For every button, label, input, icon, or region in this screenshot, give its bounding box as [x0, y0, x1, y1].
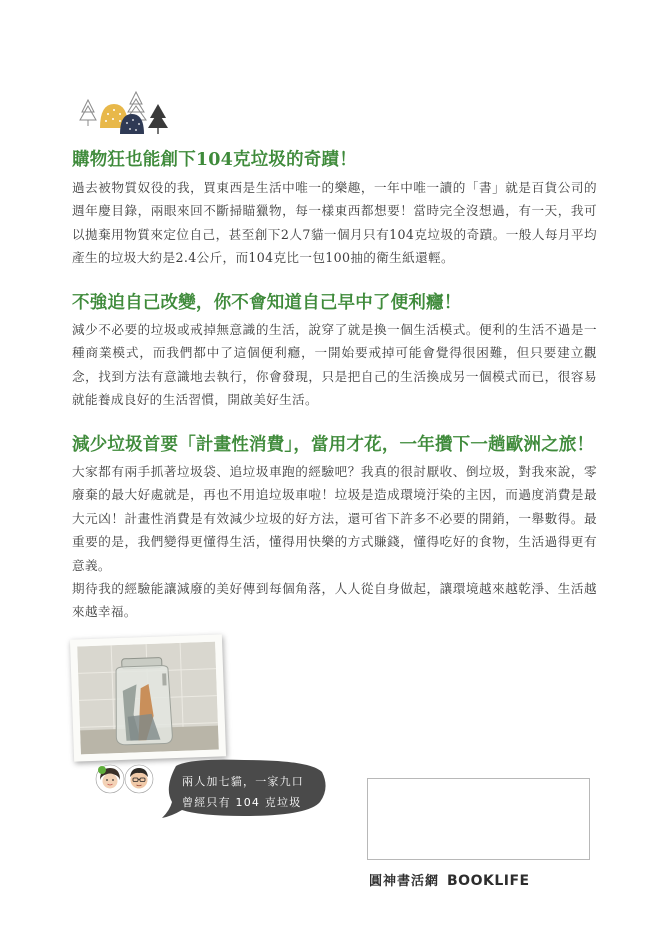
section-heading: 減少垃圾首要「計畫性消費」，當用才花，一年攢下一趟歐洲之旅！	[72, 435, 595, 455]
avatar-woman-icon	[95, 764, 125, 794]
section-paragraph: 期待我的經驗能讓減廢的美好傳到每個角落，人人從自身做起，讓環境越來越乾淨、生活越來越幸福。	[72, 581, 597, 620]
avatar-man-icon	[124, 764, 154, 794]
section-heading: 不強迫自己改變，你不會知道自己早中了便利癮！	[72, 293, 462, 313]
section-paragraph: 大家都有兩手抓著垃圾袋、追垃圾車跑的經驗吧？我真的很討厭收、倒垃圾，對我來說，零廢棄的最大好處就是，再也不用追垃圾車啦！垃圾是造成環境汙染的主因，而過度消費是最大元凶！計畫性消費是有效減少垃圾的好方法，還可省下許多不必要的開銷，一舉數得。最重要的是，我們變得更懂得生活，懂得用快樂的方式賺錢，懂得吃好的食物，生活過得更有意義。	[72, 464, 597, 573]
bubble-line-2: 曾經只有 104 克垃圾	[182, 796, 302, 809]
section-paragraph: 減少不必要的垃圾或戒掉無意識的生活，說穿了就是換一個生活模式。便利的生活不過是一種商業模式，而我們都中了這個便利癮，一開始要戒掉可能會覺得很困難，但只要建立觀念，找到方法有意識地去執行，你會發現，只是把自己的生活換成另一個模式而已，很容易就能養成良好的生活習慣，開啟美好生活。	[72, 322, 597, 408]
brand-english-name: BOOKLIFE	[447, 873, 530, 889]
brand-chinese-name: 圓神書活網	[369, 874, 440, 889]
bubble-line-1: 兩人加七貓，一家九口	[182, 775, 304, 788]
jar-image	[77, 642, 219, 755]
decorative-trees-icon	[78, 90, 178, 135]
section-heading: 購物狂也能創下104克垃圾的奇蹟！	[72, 150, 357, 170]
brand-logo	[369, 870, 530, 889]
section-paragraph: 過去被物質奴役的我，買東西是生活中唯一的樂趣，一年中唯一讀的「書」就是百貨公司的週年慶目錄，兩眼來回不斷掃瞄獵物，每一樣東西都想要！當時完全沒想過，有一天，我可以拋棄用物質來定位自己，甚至創下2人7貓一個月只有104克垃圾的奇蹟。一般人每月平均產生的垃圾大約是2.4公斤，而104克比一包100抽的衛生紙還輕。	[72, 180, 597, 266]
empty-frame	[367, 778, 590, 860]
jar-photo	[70, 634, 226, 761]
